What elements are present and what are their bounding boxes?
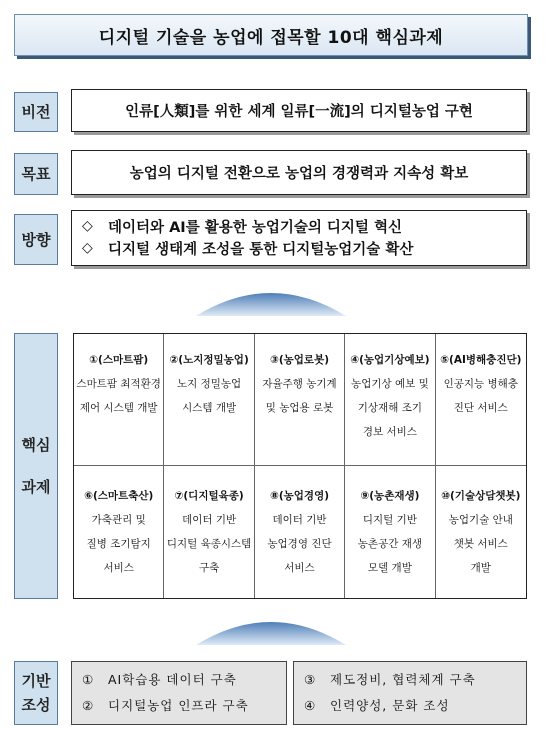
task-desc-line: 디지털 기반 [362,514,417,527]
task-title: ⑨(농촌재생) [360,490,420,502]
page-title [14,14,528,56]
task-title: ⑦(디지털육종) [174,490,244,502]
task-desc-line: 개발 [470,562,491,575]
task-desc-line: 모델 개발 [367,562,412,575]
foundation-item-number: ② [82,698,95,713]
foundation-item-number: ① [82,672,95,687]
goal-label [14,153,58,195]
foundation-item-number: ③ [304,672,317,687]
direction-item-text: 디지털 생태계 조성을 통한 디지털농업기술 확산 [108,241,414,258]
diamond-bullet-icon: ◇ [82,218,93,234]
task-title: ①(스마트팜) [89,354,149,366]
foundation-item-text: 제도정비, 협력체계 구축 [330,672,476,687]
tasks-label-line2: 과제 [21,478,51,496]
task-desc-line: 질병 조기탐지 [86,538,151,551]
foundation-item-number: ④ [304,698,317,713]
foundation-item [82,667,276,693]
task-desc-line: 자율주행 농기계 [262,378,337,391]
task-cell [436,334,526,466]
page-title-text: 디지털 기술을 농업에 접목할 10대 핵심과제 [98,27,444,48]
up-arrow-icon [196,609,346,645]
foundation-left-box [71,661,287,725]
direction-item [82,237,516,259]
task-desc-line: 농업경영 진단 [267,538,332,551]
direction-label-text: 방향 [21,230,51,249]
foundation-item-text: 디지털농업 인프라 구축 [108,698,249,713]
task-desc-line: 데이터 기반 [272,514,327,527]
tasks-label [14,333,58,599]
task-cell [164,466,254,598]
task-desc-line: 농업기술 안내 [448,514,513,527]
task-desc-line: 챗봇 서비스 [453,538,508,551]
task-cell [345,466,435,598]
task-cell [255,334,345,466]
diamond-bullet-icon: ◇ [82,240,93,256]
direction-item-text: 데이터와 AI를 활용한 농업기술의 디지털 혁신 [108,219,402,236]
task-desc-line: 데이터 기반 [182,514,237,527]
tasks-label-line1: 핵심 [21,436,51,454]
task-desc-line: 진단 서비스 [453,402,508,415]
task-desc-line: 인공지능 병해충 [443,378,518,391]
task-desc-line: 가축관리 및 [91,514,146,527]
task-desc-line: 시스템 개발 [182,402,237,415]
goal-label-text: 목표 [21,165,51,183]
foundation-label-line2: 조성 [21,696,51,714]
task-desc-line: 및 농업용 로봇 [265,402,334,415]
foundation-item [304,693,516,719]
foundation-item-text: 인력양성, 문화 조성 [330,698,450,713]
foundation-item-text: AI학습용 데이터 구축 [108,672,237,687]
tasks-grid [73,333,527,599]
foundation-item [82,693,276,719]
vision-text: 인류[人類]를 위한 세계 일류[一流]의 디지털농업 구현 [125,104,473,120]
vision-label-text: 비전 [21,103,51,121]
task-cell [255,466,345,598]
task-cell [74,334,164,466]
task-desc-line: 경보 서비스 [362,426,417,439]
direction-item [82,215,516,237]
direction-label [14,214,58,265]
task-cell [164,334,254,466]
vision-label [14,92,58,132]
task-desc-line: 제어 시스템 개발 [79,402,158,415]
task-title: ②(노지정밀농업) [169,354,249,366]
task-title: ④(농업기상예보) [350,354,430,366]
task-title: ③(농업로봇) [269,354,330,366]
task-desc-line: 기상재해 조기 [357,402,422,415]
direction-box [71,210,527,266]
task-title: ⑤(AI병해충진단) [440,354,522,366]
task-desc-line: 디지털 육종시스템 [166,538,252,551]
vision-box [71,89,527,132]
goal-text: 농업의 디지털 전환으로 농업의 경쟁력과 지속성 확보 [129,166,469,182]
foundation-label [14,661,58,725]
task-cell [436,466,526,598]
task-title: ⑧(농업경영) [269,490,330,502]
foundation-right-box [293,661,527,725]
up-arrow-icon [196,280,346,316]
task-cell [74,466,164,598]
foundation-label-line1: 기반 [21,672,51,690]
task-desc-line: 농촌공간 재생 [357,538,422,551]
task-desc-line: 스마트팜 최적환경 [76,378,161,391]
task-cell [345,334,435,466]
foundation-item [304,667,516,693]
task-desc-line: 서비스 [284,562,315,575]
task-desc-line: 농업기상 예보 및 [351,378,429,391]
task-title: ⑥(스마트축산) [84,490,154,502]
goal-box [71,150,527,195]
task-desc-line: 노지 정밀농업 [176,378,242,391]
task-desc-line: 구축 [198,562,220,575]
task-desc-line: 서비스 [103,562,134,575]
task-title: ⑩(기술상담챗봇) [441,490,521,502]
